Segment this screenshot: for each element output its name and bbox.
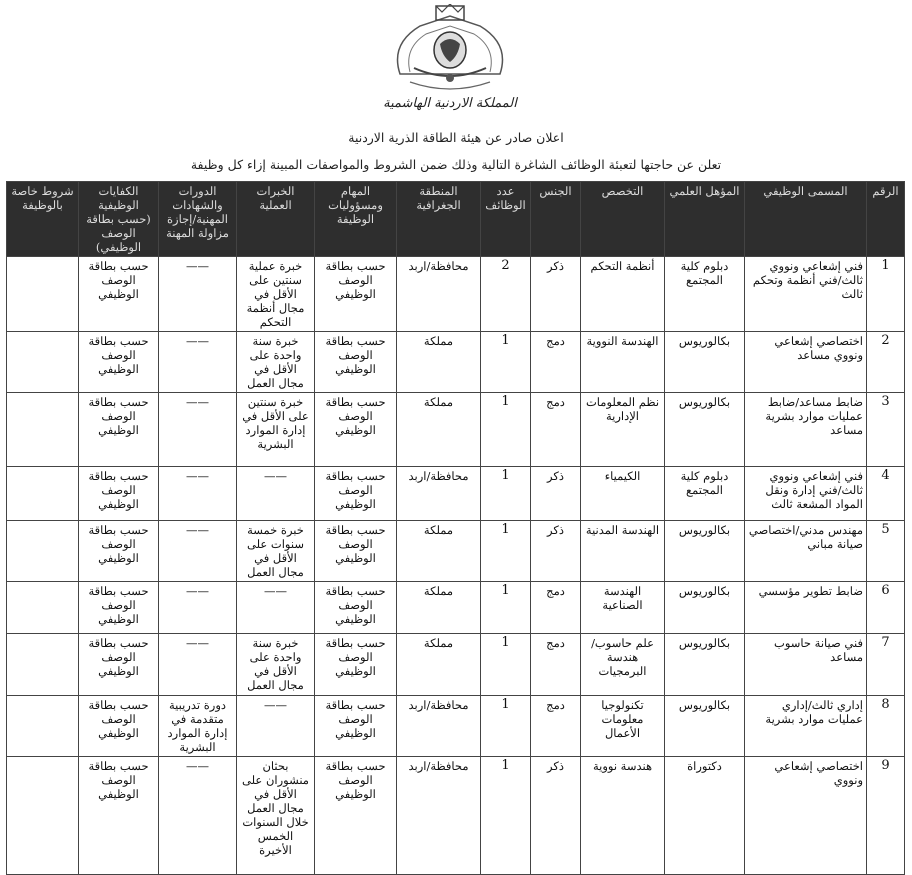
gender-cell: دمج <box>531 393 581 467</box>
region-cell: محافظة/اربد <box>397 757 481 875</box>
competencies-cell: حسب بطاقة الوصف الوظيفي <box>79 467 159 521</box>
qualification-cell: بكالوريوس <box>665 696 745 757</box>
special-conditions-cell <box>7 582 79 634</box>
competencies-cell: حسب بطاقة الوصف الوظيفي <box>79 582 159 634</box>
vacancy-count-cell: 1 <box>481 332 531 393</box>
job-title-cell: ضابط تطوير مؤسسي <box>745 582 867 634</box>
gender-cell: ذكر <box>531 467 581 521</box>
table-row <box>7 757 905 875</box>
special-conditions-cell <box>7 757 79 875</box>
experience-cell: —— <box>237 696 315 757</box>
column-header: المسمى الوظيفي <box>745 182 867 257</box>
competencies-cell: حسب بطاقة الوصف الوظيفي <box>79 332 159 393</box>
experience-cell: —— <box>237 582 315 634</box>
experience-cell: بحثان منشوران على الأقل في مجال العمل خلال السنوات الخمس الأخيرة <box>237 757 315 875</box>
major-cell: الهندسة الصناعية <box>581 582 665 634</box>
job-title-cell: مهندس مدني/اختصاصي صيانة مباني <box>745 521 867 582</box>
table-row <box>7 582 905 634</box>
gender-cell: دمج <box>531 332 581 393</box>
job-title-cell: إداري ثالث/إداري عمليات موارد بشرية <box>745 696 867 757</box>
courses-cell: —— <box>159 257 237 332</box>
region-cell: مملكة <box>397 582 481 634</box>
region-cell: محافظة/اربد <box>397 696 481 757</box>
column-header: الرقم <box>867 182 905 257</box>
experience-cell: خبرة سنة واحدة على الأقل في مجال العمل <box>237 332 315 393</box>
table-row <box>7 257 905 332</box>
major-cell: الكيمياء <box>581 467 665 521</box>
tasks-cell: حسب بطاقة الوصف الوظيفي <box>315 757 397 875</box>
special-conditions-cell <box>7 467 79 521</box>
gender-cell: دمج <box>531 582 581 634</box>
column-header: المنطقة الجغرافية <box>397 182 481 257</box>
tasks-cell: حسب بطاقة الوصف الوظيفي <box>315 332 397 393</box>
job-title-cell: فني إشعاعي ونووي ثالث/فني أنظمة وتحكم ثالث <box>745 257 867 332</box>
table-row <box>7 467 905 521</box>
qualification-cell: دبلوم كلية المجتمع <box>665 467 745 521</box>
qualification-cell: بكالوريوس <box>665 332 745 393</box>
column-header: الكفايات الوظيفية (حسب بطاقة الوصف الوظيفي) <box>79 182 159 257</box>
competencies-cell: حسب بطاقة الوصف الوظيفي <box>79 521 159 582</box>
experience-cell: —— <box>237 467 315 521</box>
courses-cell: —— <box>159 393 237 467</box>
job-title-cell: اختصاصي إشعاعي ونووي <box>745 757 867 875</box>
vacancy-count-cell: 1 <box>481 696 531 757</box>
gender-cell: ذكر <box>531 757 581 875</box>
competencies-cell: حسب بطاقة الوصف الوظيفي <box>79 757 159 875</box>
column-header: المؤهل العلمي <box>665 182 745 257</box>
major-cell: نظم المعلومات الإدارية <box>581 393 665 467</box>
vacancy-count-cell: 1 <box>481 393 531 467</box>
vacancy-count-cell: 1 <box>481 467 531 521</box>
qualification-cell: بكالوريوس <box>665 582 745 634</box>
region-cell: محافظة/اربد <box>397 257 481 332</box>
row-number-cell: 7 <box>867 634 905 696</box>
job-title-cell: فني إشعاعي ونووي ثالث/فني إدارة ونقل المواد المشعة ثالث <box>745 467 867 521</box>
courses-cell: —— <box>159 582 237 634</box>
announcement-title: اعلان صادر عن هيئة الطاقة الذرية الاردنية <box>348 130 564 145</box>
qualification-cell: دكتوراة <box>665 757 745 875</box>
vacancy-count-cell: 2 <box>481 257 531 332</box>
special-conditions-cell <box>7 696 79 757</box>
tasks-cell: حسب بطاقة الوصف الوظيفي <box>315 634 397 696</box>
major-cell: هندسة نووية <box>581 757 665 875</box>
row-number-cell: 1 <box>867 257 905 332</box>
major-cell: الهندسة المدنية <box>581 521 665 582</box>
gender-cell: ذكر <box>531 521 581 582</box>
qualification-cell: بكالوريوس <box>665 393 745 467</box>
tasks-cell: حسب بطاقة الوصف الوظيفي <box>315 257 397 332</box>
row-number-cell: 6 <box>867 582 905 634</box>
region-cell: محافظة/اربد <box>397 467 481 521</box>
courses-cell: —— <box>159 634 237 696</box>
vacancy-count-cell: 1 <box>481 582 531 634</box>
job-title-cell: اختصاصي إشعاعي ونووي مساعد <box>745 332 867 393</box>
announcement-intro: تعلن عن حاجتها لتعبئة الوظائف الشاغرة التالية وذلك ضمن الشروط والمواصفات المبينة إزاء كل وظيفة <box>190 157 722 172</box>
row-number-cell: 2 <box>867 332 905 393</box>
column-header: المهام ومسؤوليات الوظيفة <box>315 182 397 257</box>
tasks-cell: حسب بطاقة الوصف الوظيفي <box>315 467 397 521</box>
special-conditions-cell <box>7 634 79 696</box>
special-conditions-cell <box>7 257 79 332</box>
major-cell: علم حاسوب/ هندسة البرمجيات <box>581 634 665 696</box>
qualification-cell: بكالوريوس <box>665 521 745 582</box>
row-number-cell: 5 <box>867 521 905 582</box>
coat-of-arms-icon <box>380 4 520 96</box>
row-number-cell: 9 <box>867 757 905 875</box>
tasks-cell: حسب بطاقة الوصف الوظيفي <box>315 521 397 582</box>
qualification-cell: بكالوريوس <box>665 634 745 696</box>
row-number-cell: 8 <box>867 696 905 757</box>
gender-cell: دمج <box>531 634 581 696</box>
competencies-cell: حسب بطاقة الوصف الوظيفي <box>79 393 159 467</box>
column-header: عدد الوظائف <box>481 182 531 257</box>
experience-cell: خبرة سنتين على الأقل في إدارة الموارد البشرية <box>237 393 315 467</box>
competencies-cell: حسب بطاقة الوصف الوظيفي <box>79 257 159 332</box>
column-header: الجنس <box>531 182 581 257</box>
tasks-cell: حسب بطاقة الوصف الوظيفي <box>315 696 397 757</box>
competencies-cell: حسب بطاقة الوصف الوظيفي <box>79 634 159 696</box>
vacancy-count-cell: 1 <box>481 757 531 875</box>
courses-cell: —— <box>159 332 237 393</box>
vacancies-table <box>6 181 905 875</box>
special-conditions-cell <box>7 393 79 467</box>
major-cell: الهندسة النووية <box>581 332 665 393</box>
column-header: الخبرات العملية <box>237 182 315 257</box>
column-header: شروط خاصة بالوظيفة <box>7 182 79 257</box>
gender-cell: دمج <box>531 696 581 757</box>
job-title-cell: فني صيانة حاسوب مساعد <box>745 634 867 696</box>
major-cell: أنظمة التحكم <box>581 257 665 332</box>
vacancy-count-cell: 1 <box>481 634 531 696</box>
table-header-row <box>7 182 905 257</box>
table-row <box>7 696 905 757</box>
region-cell: مملكة <box>397 521 481 582</box>
gender-cell: ذكر <box>531 257 581 332</box>
courses-cell: —— <box>159 521 237 582</box>
vacancy-count-cell: 1 <box>481 521 531 582</box>
competencies-cell: حسب بطاقة الوصف الوظيفي <box>79 696 159 757</box>
special-conditions-cell <box>7 332 79 393</box>
tasks-cell: حسب بطاقة الوصف الوظيفي <box>315 393 397 467</box>
tasks-cell: حسب بطاقة الوصف الوظيفي <box>315 582 397 634</box>
row-number-cell: 3 <box>867 393 905 467</box>
column-header: الدورات والشهادات المهنية/إجازة مزاولة المهنة <box>159 182 237 257</box>
job-title-cell: ضابط مساعد/ضابط عمليات موارد بشرية مساعد <box>745 393 867 467</box>
kingdom-name: المملكة الاردنية الهاشمية <box>383 96 517 111</box>
special-conditions-cell <box>7 521 79 582</box>
table-row <box>7 393 905 467</box>
table-row <box>7 332 905 393</box>
experience-cell: خبرة خمسة سنوات على الأقل في مجال العمل <box>237 521 315 582</box>
experience-cell: خبرة سنة واحدة على الأقل في مجال العمل <box>237 634 315 696</box>
courses-cell: —— <box>159 757 237 875</box>
experience-cell: خبرة عملية سنتين على الأقل في مجال أنظمة التحكم <box>237 257 315 332</box>
table-row <box>7 521 905 582</box>
region-cell: مملكة <box>397 332 481 393</box>
region-cell: مملكة <box>397 393 481 467</box>
qualification-cell: دبلوم كلية المجتمع <box>665 257 745 332</box>
courses-cell: دورة تدريبية متقدمة في إدارة الموارد البشرية <box>159 696 237 757</box>
table-row <box>7 634 905 696</box>
courses-cell: —— <box>159 467 237 521</box>
column-header: التخصص <box>581 182 665 257</box>
row-number-cell: 4 <box>867 467 905 521</box>
region-cell: مملكة <box>397 634 481 696</box>
major-cell: تكنولوجيا معلومات الأعمال <box>581 696 665 757</box>
